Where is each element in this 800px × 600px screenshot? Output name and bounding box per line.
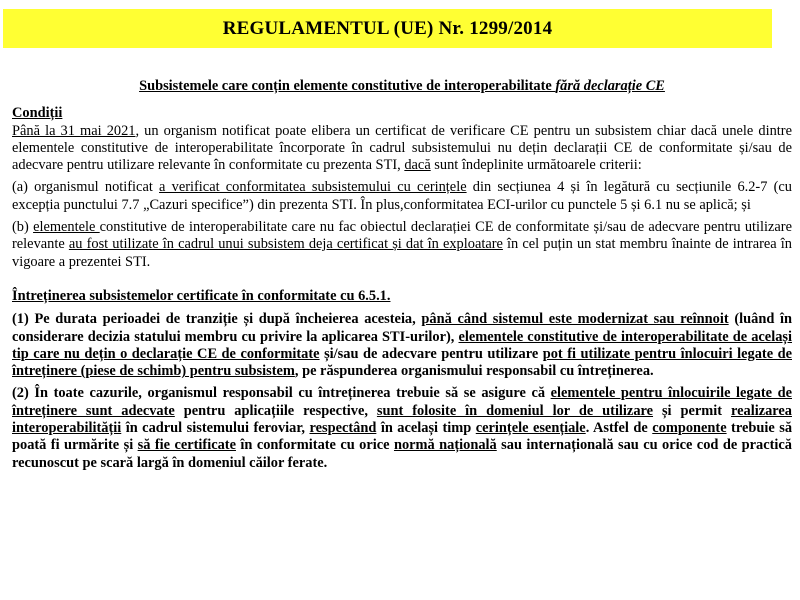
- regulation-title: REGULAMENTUL (UE) Nr. 1299/2014: [222, 17, 553, 39]
- criterion-b: (b) elementele constitutive de interoperabilitate care nu fac obiectul declarației CE de conformitate și/sau de adecvare pentru utilizare relevante au fost utilizate în cadrul unui subsistem deja certificat și dat în exploatare în cel puțin un stat membru înainte de intrarea în vigoare a prezentei STI.: [12, 219, 793, 270]
- conditions-intro: Până la 31 mai 2021, un organism notificat poate elibera un certificat de verificare CE pentru un subsistem chiar dacă unele dintre elementele constitutive de interoperabilitate încorporate în cadrul subsistemului nu dețin declarații CE de conformitate și/sau de adecvare pentru utilizare relevante în conformitate cu prezenta STI, dacă sunt îndeplinite următoarele criterii:: [12, 122, 792, 174]
- conditions-heading: Condiții: [12, 105, 63, 122]
- subtitle-main: Subsistemele care conțin elemente constitutive de interoperabilitate: [139, 78, 556, 94]
- maintenance-paragraph-2: (2) În toate cazurile, organismul responsabil cu întreținerea trebuie să se asigure că elementele pentru înlocuirile legate de întreținere sunt adecvate pentru aplicațiile respective, sunt folosite în domeniul lor de utilizare și permit realizarea interoperabilității în cadrul sistemului feroviar, respectând în același timp cerințele esențiale. Astfel de componente trebuie să poată fi urmărite și să fie certificate în conformitate cu orice normă națională sau internațională sau cu orice cod de practică recunoscut pe scară largă în domeniul căilor ferate.: [12, 385, 793, 471]
- subtitle-emphasis: fără declarație CE: [555, 78, 665, 94]
- document-body: [12, 78, 792, 472]
- maintenance-heading: Întreținerea subsistemelor certificate în conformitate cu 6.5.1.: [12, 287, 391, 304]
- criterion-a: (a) organismul notificat a verificat conformitatea subsistemului cu cerințele din secțiunea 4 și în legătură cu secțiunile 6.2-7 (cu excepția punctului 7.7 „Cazuri specifice”) din prezenta STI. În plus,conformitatea ECI-urilor cu punctele 5 și 6.1 nu se aplică; și: [12, 179, 792, 213]
- maintenance-paragraph-1: (1) Pe durata perioadei de tranziție și după încheierea acesteia, până când sistemul este modernizat sau reînnoit (luând în considerare decizia statului membru cu privire la aplicarea STI-urilor), elementele constitutive de interoperabilitate de același tip care nu dețin o declarație CE de conformitate și/sau de adecvare pentru utilizare pot fi utilizate pentru înlocuiri legate de întreținere (piese de schimb) pentru subsistem, pe răspunderea organismului responsabil cu întreținerea.: [12, 311, 793, 380]
- title-banner: [3, 9, 772, 48]
- section-subtitle: [12, 78, 792, 95]
- deadline-date: Până la 31 mai 2021: [12, 122, 136, 139]
